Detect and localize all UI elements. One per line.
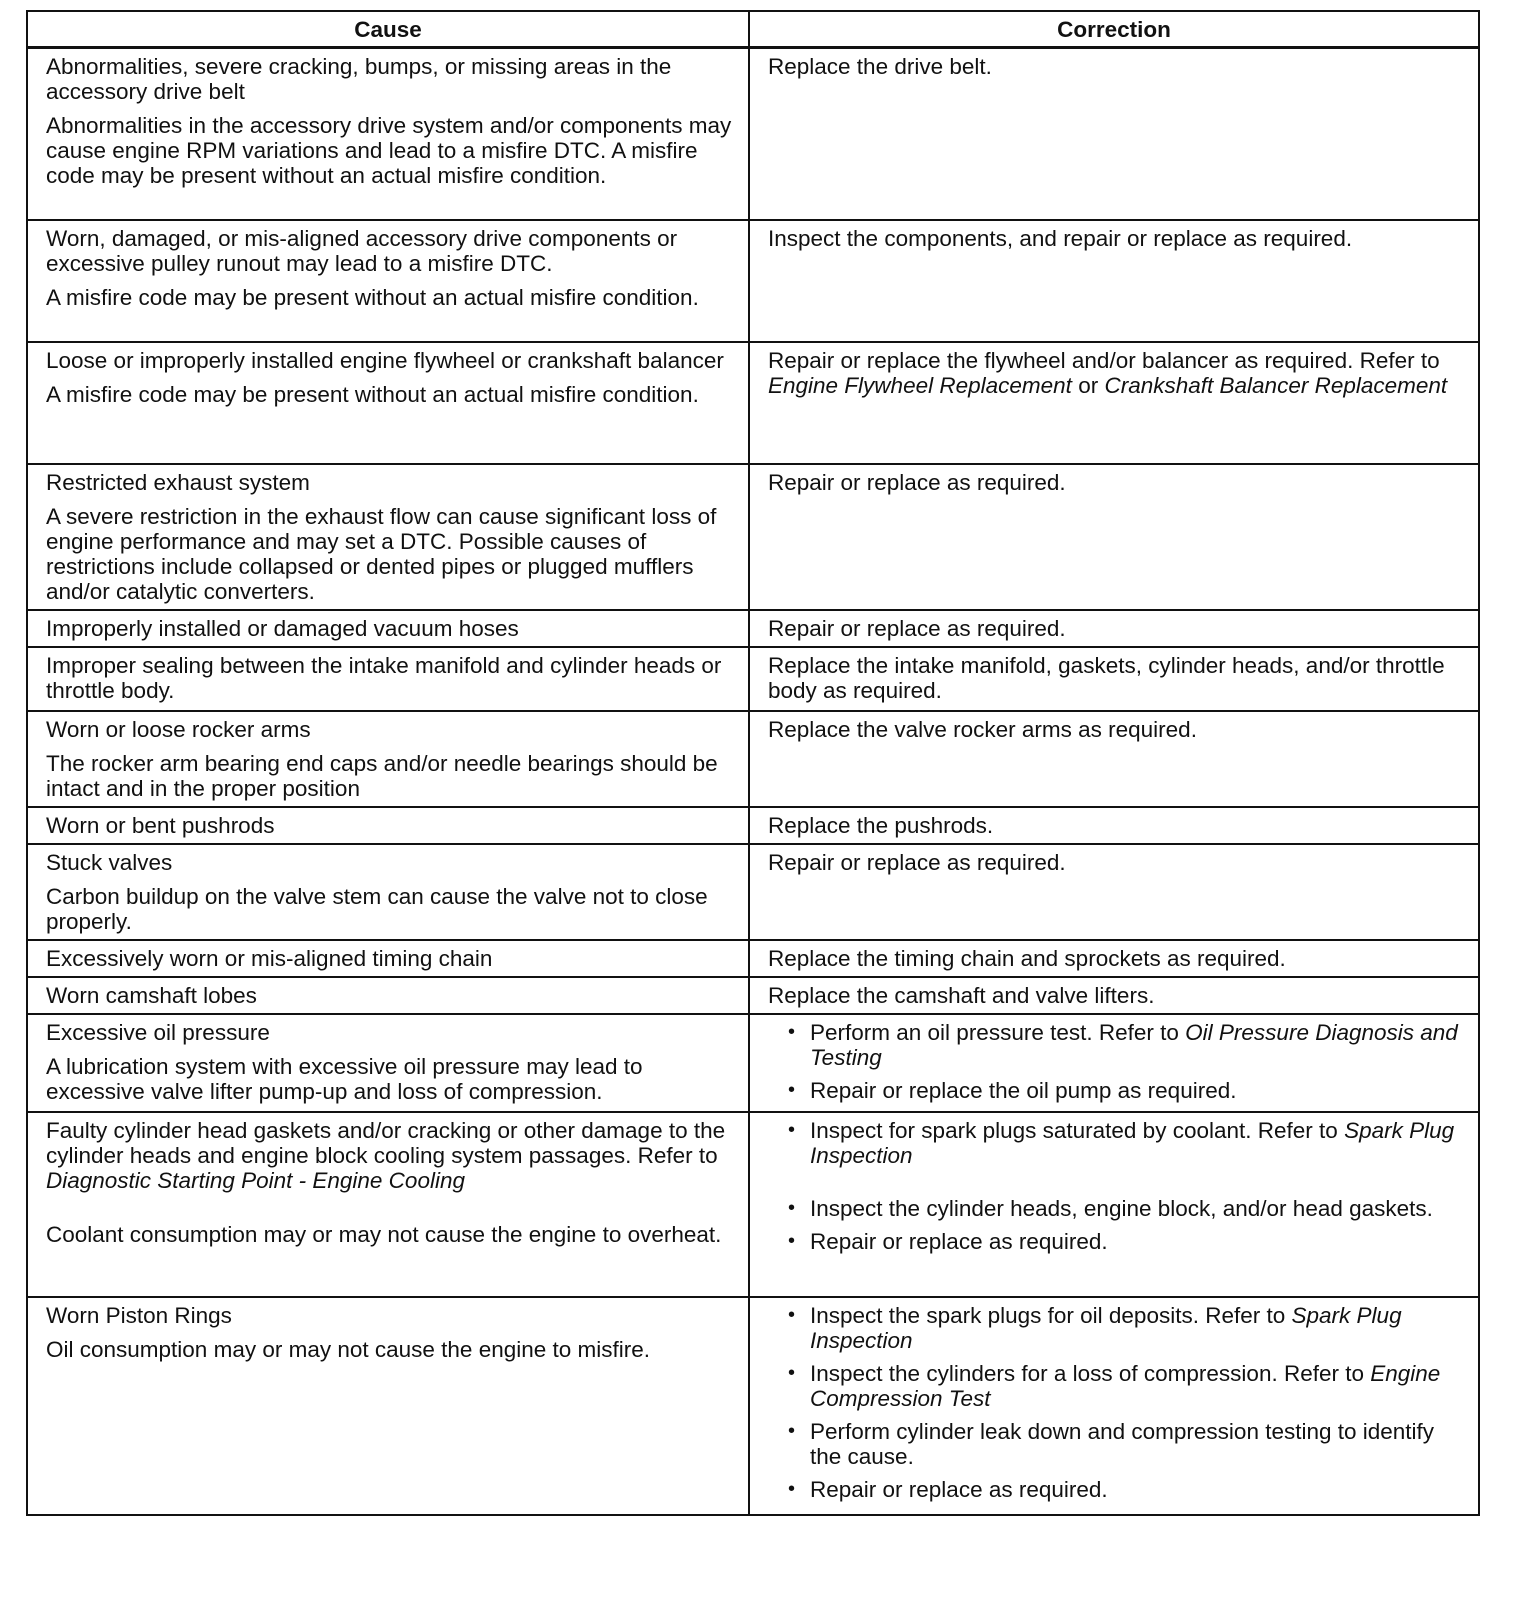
list-item: • Repair or replace the oil pump as required. bbox=[810, 1078, 1468, 1103]
table-row bbox=[27, 647, 1479, 711]
cause-cell bbox=[27, 1297, 749, 1515]
correction-cell bbox=[749, 844, 1479, 940]
cause-title: Improper sealing between the intake manifold and cylinder heads or throttle body. bbox=[46, 652, 722, 703]
cause-title: Abnormalities, severe cracking, bumps, or missing areas in the accessory drive belt bbox=[46, 54, 672, 104]
correction-text: Replace the valve rocker arms as required. bbox=[768, 716, 1197, 742]
correction-list bbox=[768, 1020, 1468, 1103]
correction-text: Repair or replace as required. bbox=[768, 849, 1066, 875]
correction-cell bbox=[749, 1297, 1479, 1515]
ref-link[interactable]: Oil Pressure Diagnosis and Testing bbox=[810, 1019, 1458, 1070]
table-row bbox=[27, 1297, 1479, 1515]
list-item: • Repair or replace as required. bbox=[810, 1477, 1468, 1502]
cause-title: Stuck valves bbox=[46, 849, 173, 875]
table-row bbox=[27, 711, 1479, 807]
table-row bbox=[27, 48, 1479, 220]
correction-cell bbox=[749, 220, 1479, 342]
correction-text: Replace the drive belt. bbox=[768, 54, 992, 79]
cause-title: Faulty cylinder head gaskets and/or cracking or other damage to the cylinder heads and engine block cooling system passages. Refer to Diagnostic Starting Point - Engine Cooling bbox=[46, 1117, 726, 1193]
list-item: • Inspect the cylinder heads, engine block, and/or head gaskets. bbox=[810, 1196, 1468, 1221]
correction-cell bbox=[749, 807, 1479, 844]
list-item: • Repair or replace as required. bbox=[810, 1229, 1468, 1254]
list-item: • Inspect the spark plugs for oil deposits. Refer to Spark Plug Inspection bbox=[810, 1303, 1468, 1353]
list-item: • Perform cylinder leak down and compression testing to identify the cause. bbox=[810, 1419, 1468, 1469]
correction-cell bbox=[749, 940, 1479, 977]
cause-correction-table bbox=[26, 10, 1480, 1516]
cause-title: Worn, damaged, or mis-aligned accessory drive components or excessive pulley runout may lead to a misfire DTC. bbox=[46, 225, 678, 276]
ref-link[interactable]: Crankshaft Balancer Replacement bbox=[1104, 372, 1448, 398]
list-item: • Inspect for spark plugs saturated by coolant. Refer to Spark Plug Inspection bbox=[810, 1118, 1468, 1168]
cause-cell bbox=[27, 1014, 749, 1112]
cause-note: The rocker arm bearing end caps and/or needle bearings should be intact and in the proper position bbox=[46, 750, 718, 801]
correction-cell bbox=[749, 610, 1479, 647]
correction-text: Replace the pushrods. bbox=[768, 812, 994, 838]
list-item: • Inspect the cylinders for a loss of compression. Refer to Engine Compression Test bbox=[810, 1361, 1468, 1411]
cause-cell bbox=[27, 1112, 749, 1297]
cause-title: Worn Piston Rings bbox=[46, 1302, 232, 1328]
header-correction: Correction bbox=[749, 11, 1479, 48]
cause-cell bbox=[27, 807, 749, 844]
cause-note: Oil consumption may or may not cause the engine to misfire. bbox=[46, 1336, 651, 1362]
correction-text: Repair or replace as required. bbox=[768, 615, 1066, 641]
cause-cell bbox=[27, 711, 749, 807]
cause-title: Restricted exhaust system bbox=[46, 469, 310, 495]
cause-cell bbox=[27, 48, 749, 220]
cause-cell bbox=[27, 610, 749, 647]
cause-cell bbox=[27, 464, 749, 610]
table-header-row bbox=[27, 11, 1479, 48]
cause-title: Excessive oil pressure bbox=[46, 1019, 270, 1045]
ref-link[interactable]: Spark Plug Inspection bbox=[810, 1117, 1455, 1168]
table-row bbox=[27, 1112, 1479, 1297]
ref-link[interactable]: Diagnostic Starting Point - Engine Cooling bbox=[46, 1167, 465, 1193]
cause-note: A misfire code may be present without an actual misfire condition. bbox=[46, 284, 699, 310]
cause-cell bbox=[27, 940, 749, 977]
table-row bbox=[27, 1014, 1479, 1112]
correction-cell bbox=[749, 977, 1479, 1014]
ref-link[interactable]: Engine Compression Test bbox=[810, 1360, 1441, 1411]
correction-text: Replace the camshaft and valve lifters. bbox=[768, 982, 1155, 1008]
cause-title: Worn or loose rocker arms bbox=[46, 716, 311, 742]
table-row bbox=[27, 940, 1479, 977]
correction-cell bbox=[749, 1112, 1479, 1297]
spacer bbox=[46, 1202, 738, 1222]
correction-cell bbox=[749, 711, 1479, 807]
cause-cell bbox=[27, 220, 749, 342]
cause-note: Carbon buildup on the valve stem can cause the valve not to close properly. bbox=[46, 883, 708, 934]
correction-cell bbox=[749, 342, 1479, 464]
table-row bbox=[27, 342, 1479, 464]
table-row bbox=[27, 464, 1479, 610]
cause-cell bbox=[27, 844, 749, 940]
table-row bbox=[27, 220, 1479, 342]
correction-cell bbox=[749, 647, 1479, 711]
correction-list bbox=[768, 1303, 1468, 1502]
header-cause: Cause bbox=[27, 11, 749, 48]
correction-cell bbox=[749, 464, 1479, 610]
correction-cell bbox=[749, 48, 1479, 220]
table-row bbox=[27, 977, 1479, 1014]
cause-title: Worn camshaft lobes bbox=[46, 982, 257, 1008]
cause-title: Loose or improperly installed engine flywheel or crankshaft balancer bbox=[46, 347, 724, 373]
correction-text: Replace the timing chain and sprockets as required. bbox=[768, 945, 1286, 971]
correction-list bbox=[768, 1118, 1468, 1254]
cause-cell bbox=[27, 977, 749, 1014]
cause-cell bbox=[27, 342, 749, 464]
correction-text: Inspect the components, and repair or replace as required. bbox=[768, 225, 1353, 251]
table-row bbox=[27, 610, 1479, 647]
correction-text: Replace the intake manifold, gaskets, cylinder heads, and/or throttle body as required. bbox=[768, 652, 1445, 703]
cause-note: Coolant consumption may or may not cause the engine to overheat. bbox=[46, 1221, 722, 1247]
ref-link[interactable]: Engine Flywheel Replacement bbox=[768, 372, 1072, 398]
ref-link[interactable]: Spark Plug Inspection bbox=[810, 1302, 1402, 1353]
correction-text: Repair or replace the flywheel and/or balancer as required. Refer to Engine Flywheel Replacement or Crankshaft Balancer Replacement bbox=[768, 347, 1448, 398]
cause-title: Worn or bent pushrods bbox=[46, 812, 275, 838]
cause-note: Abnormalities in the accessory drive system and/or components may cause engine RPM variations and lead to a misfire DTC. A misfire code may be present without an actual misfire condition. bbox=[46, 113, 732, 188]
cause-note: A severe restriction in the exhaust flow can cause significant loss of engine performance and may set a DTC. Possible causes of restrictions include collapsed or dented pipes or plugged mufflers and/or catalytic converters. bbox=[46, 503, 717, 604]
list-item: • Perform an oil pressure test. Refer to Oil Pressure Diagnosis and Testing bbox=[810, 1020, 1468, 1070]
table-row bbox=[27, 844, 1479, 940]
cause-title: Improperly installed or damaged vacuum hoses bbox=[46, 615, 519, 641]
cause-cell bbox=[27, 647, 749, 711]
cause-note: A misfire code may be present without an actual misfire condition. bbox=[46, 381, 699, 407]
table-row bbox=[27, 807, 1479, 844]
correction-cell bbox=[749, 1014, 1479, 1112]
correction-text: Repair or replace as required. bbox=[768, 469, 1066, 495]
cause-title: Excessively worn or mis-aligned timing chain bbox=[46, 945, 493, 971]
cause-note: A lubrication system with excessive oil pressure may lead to excessive valve lifter pump-up and loss of compression. bbox=[46, 1053, 643, 1104]
